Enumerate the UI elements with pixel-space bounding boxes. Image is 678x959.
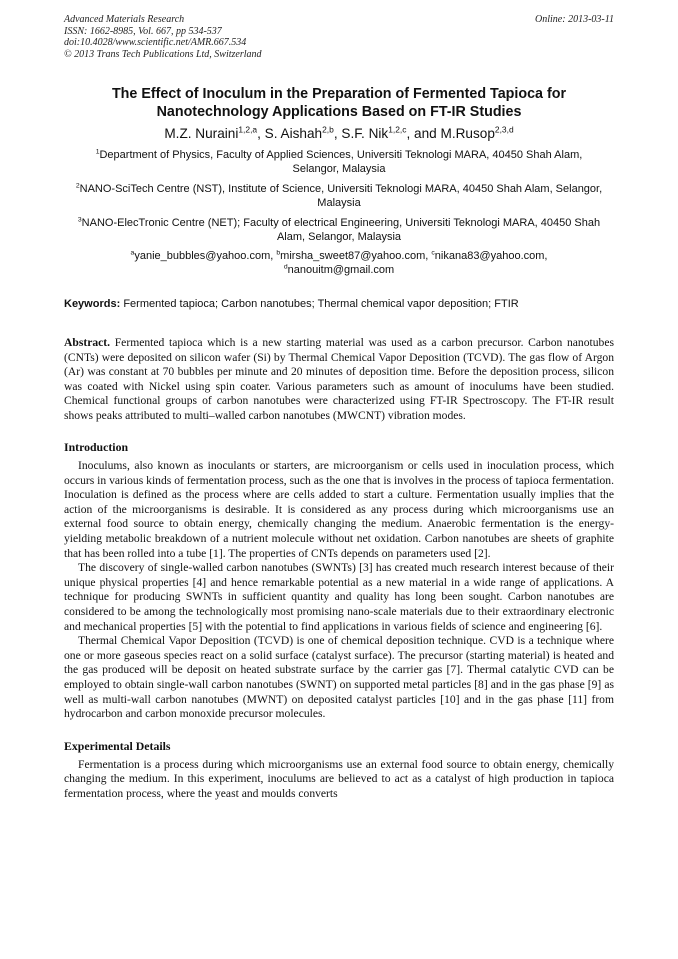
author-list <box>64 125 614 142</box>
email-list: $^a$yanie_bubbles@yahoo.com, $^b$mirsha_sweet87@yahoo.com, $^c$nikana83@yahoo.com, $^d$nanouitm@gmail.com <box>130 249 548 276</box>
author: S.F. Nik$^{1,2,c}$, and <box>341 124 441 141</box>
paper-title: The Effect of Inoculum in the Preparation of Fermented Tapioca for Nanotechnology Applications Based on FT-IR Studies <box>111 86 567 120</box>
author: M.Z. Nuraini$^{1,2,a}$, <box>164 124 265 141</box>
affiliation-1: $^1$Department of Physics, Faculty of Applied Sciences, Universiti Teknologi MARA, 40450 Shah Alam, Selangor, Malaysia <box>95 148 583 175</box>
author: M.Rusop$^{2,3,d}$ <box>440 124 514 141</box>
abstract <box>64 336 614 423</box>
journal-header <box>64 14 614 60</box>
section-heading-introduction: Introduction <box>64 440 129 454</box>
issn-line: ISSN: 1662-8985, Vol. 667, pp 534-537 <box>64 25 222 37</box>
keywords-label: Keywords: <box>64 298 121 310</box>
author: S. Aishah$^{2,b}$, <box>264 124 342 141</box>
intro-paragraph: Thermal Chemical Vapor Deposition (TCVD) is one of chemical deposition technique. CVD is a technique where one or more gaseous species react on a solid surface (catalyst surface). The precursor (starting material) is heated and the gas produced will be deposit on heated substrate surface by the carrier gas [7]. Thermal catalytic CVD can be employed to obtain single-wall carbon nanotubes (SWNT) on supported metal particles [8] and in the gas phase [9] as well as multi-wall carbon nanotubes (MWNT) on deposited catalyst particles [10] and in the gas phase [11] from hydrocarbon and carbon monoxide precursor molecules. <box>64 634 614 721</box>
copyright-line: © 2013 Trans Tech Publications Ltd, Switzerland <box>64 48 262 60</box>
email[interactable]: $^c$nikana83@yahoo.com <box>431 249 545 262</box>
abstract-text: Fermented tapioca which is a new starting material was used as a carbon precursor. Carbon nanotubes (CNTs) were deposited on silicon wafer (Si) by Thermal Chemical Vapor Deposition (TCVD). The gas flow of Argon (Ar) was constant at 70 bubbles per minute and 20 minutes of deposition time. Before the deposition process, silicon was coated with Nickel using spin coater. Various parameters such as amount of inoculums have been studied. Chemical functional groups of carbon nanotubes were characterized using FT-IR Spectroscopy. The FT-IR result shows peaks attributed to multi–walled carbon nanotubes (MWCNT) vibration modes. <box>64 336 614 422</box>
email[interactable]: $^b$mirsha_sweet87@yahoo.com <box>276 249 426 262</box>
email[interactable]: $^d$nanouitm@gmail.com <box>283 262 395 276</box>
doi-line: doi:10.4028/www.scientific.net/AMR.667.534 <box>64 37 247 48</box>
intro-paragraph: The discovery of single-walled carbon nanotubes (SWNTs) [3] has created much research interest because of their unique physical properties [4] and hence remarkable potential as a new material in a wide range of applications. A technique for producing SWNTs in sufficient quantity and quality has long been sought. Carbon nanotubes are considered to be among the technologically most promising nano-scale materials due to their extraordinary electronic and mechanical properties [5] with the potential to find applications in various fields of science and engineering [6]. <box>64 561 614 633</box>
journal-name: Advanced Materials Research <box>64 14 185 25</box>
section-heading-experimental: Experimental Details <box>64 738 171 753</box>
experimental-paragraph: Fermentation is a process during which microorganisms use an external food source to obtain energy, chemically changing the medium. In this experiment, inoculums are believed to act as a catalyst of high production in tapioca fermentation process, where the yeast and moulds converts <box>64 757 614 800</box>
keywords <box>64 297 614 311</box>
keywords-text: Fermented tapioca; Carbon nanotubes; Thermal chemical vapor deposition; FTIR <box>123 298 519 310</box>
affiliation-3: $^3$NANO-ElecTronic Centre (NET); Faculty of electrical Engineering, Universiti Teknologi MARA, 40450 Shah Alam, Selangor, Malaysia <box>77 216 601 243</box>
online-date: Online: 2013-03-11 <box>535 14 614 25</box>
email[interactable]: $^a$yanie_bubbles@yahoo.com <box>130 249 271 262</box>
abstract-label: Abstract. <box>64 336 111 349</box>
intro-paragraph: Inoculums, also known as inoculants or starters, are microorganism or cells used in inoculation process, which occurs in various kinds of fermentation process, such as the one that is involves in the process of tapioca fermentation. Inoculation is defined as the process where are cells added to start a culture. Fermentation usually implies that the action of the microorganisms is desirable. It is considered as any process during which microorganisms use an external food source to obtain energy, chemically changing the medium. Anaerobic fermentation is the energy-yielding metabolic breakdown of a nutrient molecule without net oxidation. Carbon nanotubes are sheets of graphite that has been rolled into a tube [1]. The properties of CNTs depends on parameters used [2]. <box>64 459 614 560</box>
affiliation-2: $^2$NANO-SciTech Centre (NST), Institute of Science, Universiti Teknologi MARA, 40450 Shah Alam, Selangor, Malaysia <box>75 182 603 209</box>
